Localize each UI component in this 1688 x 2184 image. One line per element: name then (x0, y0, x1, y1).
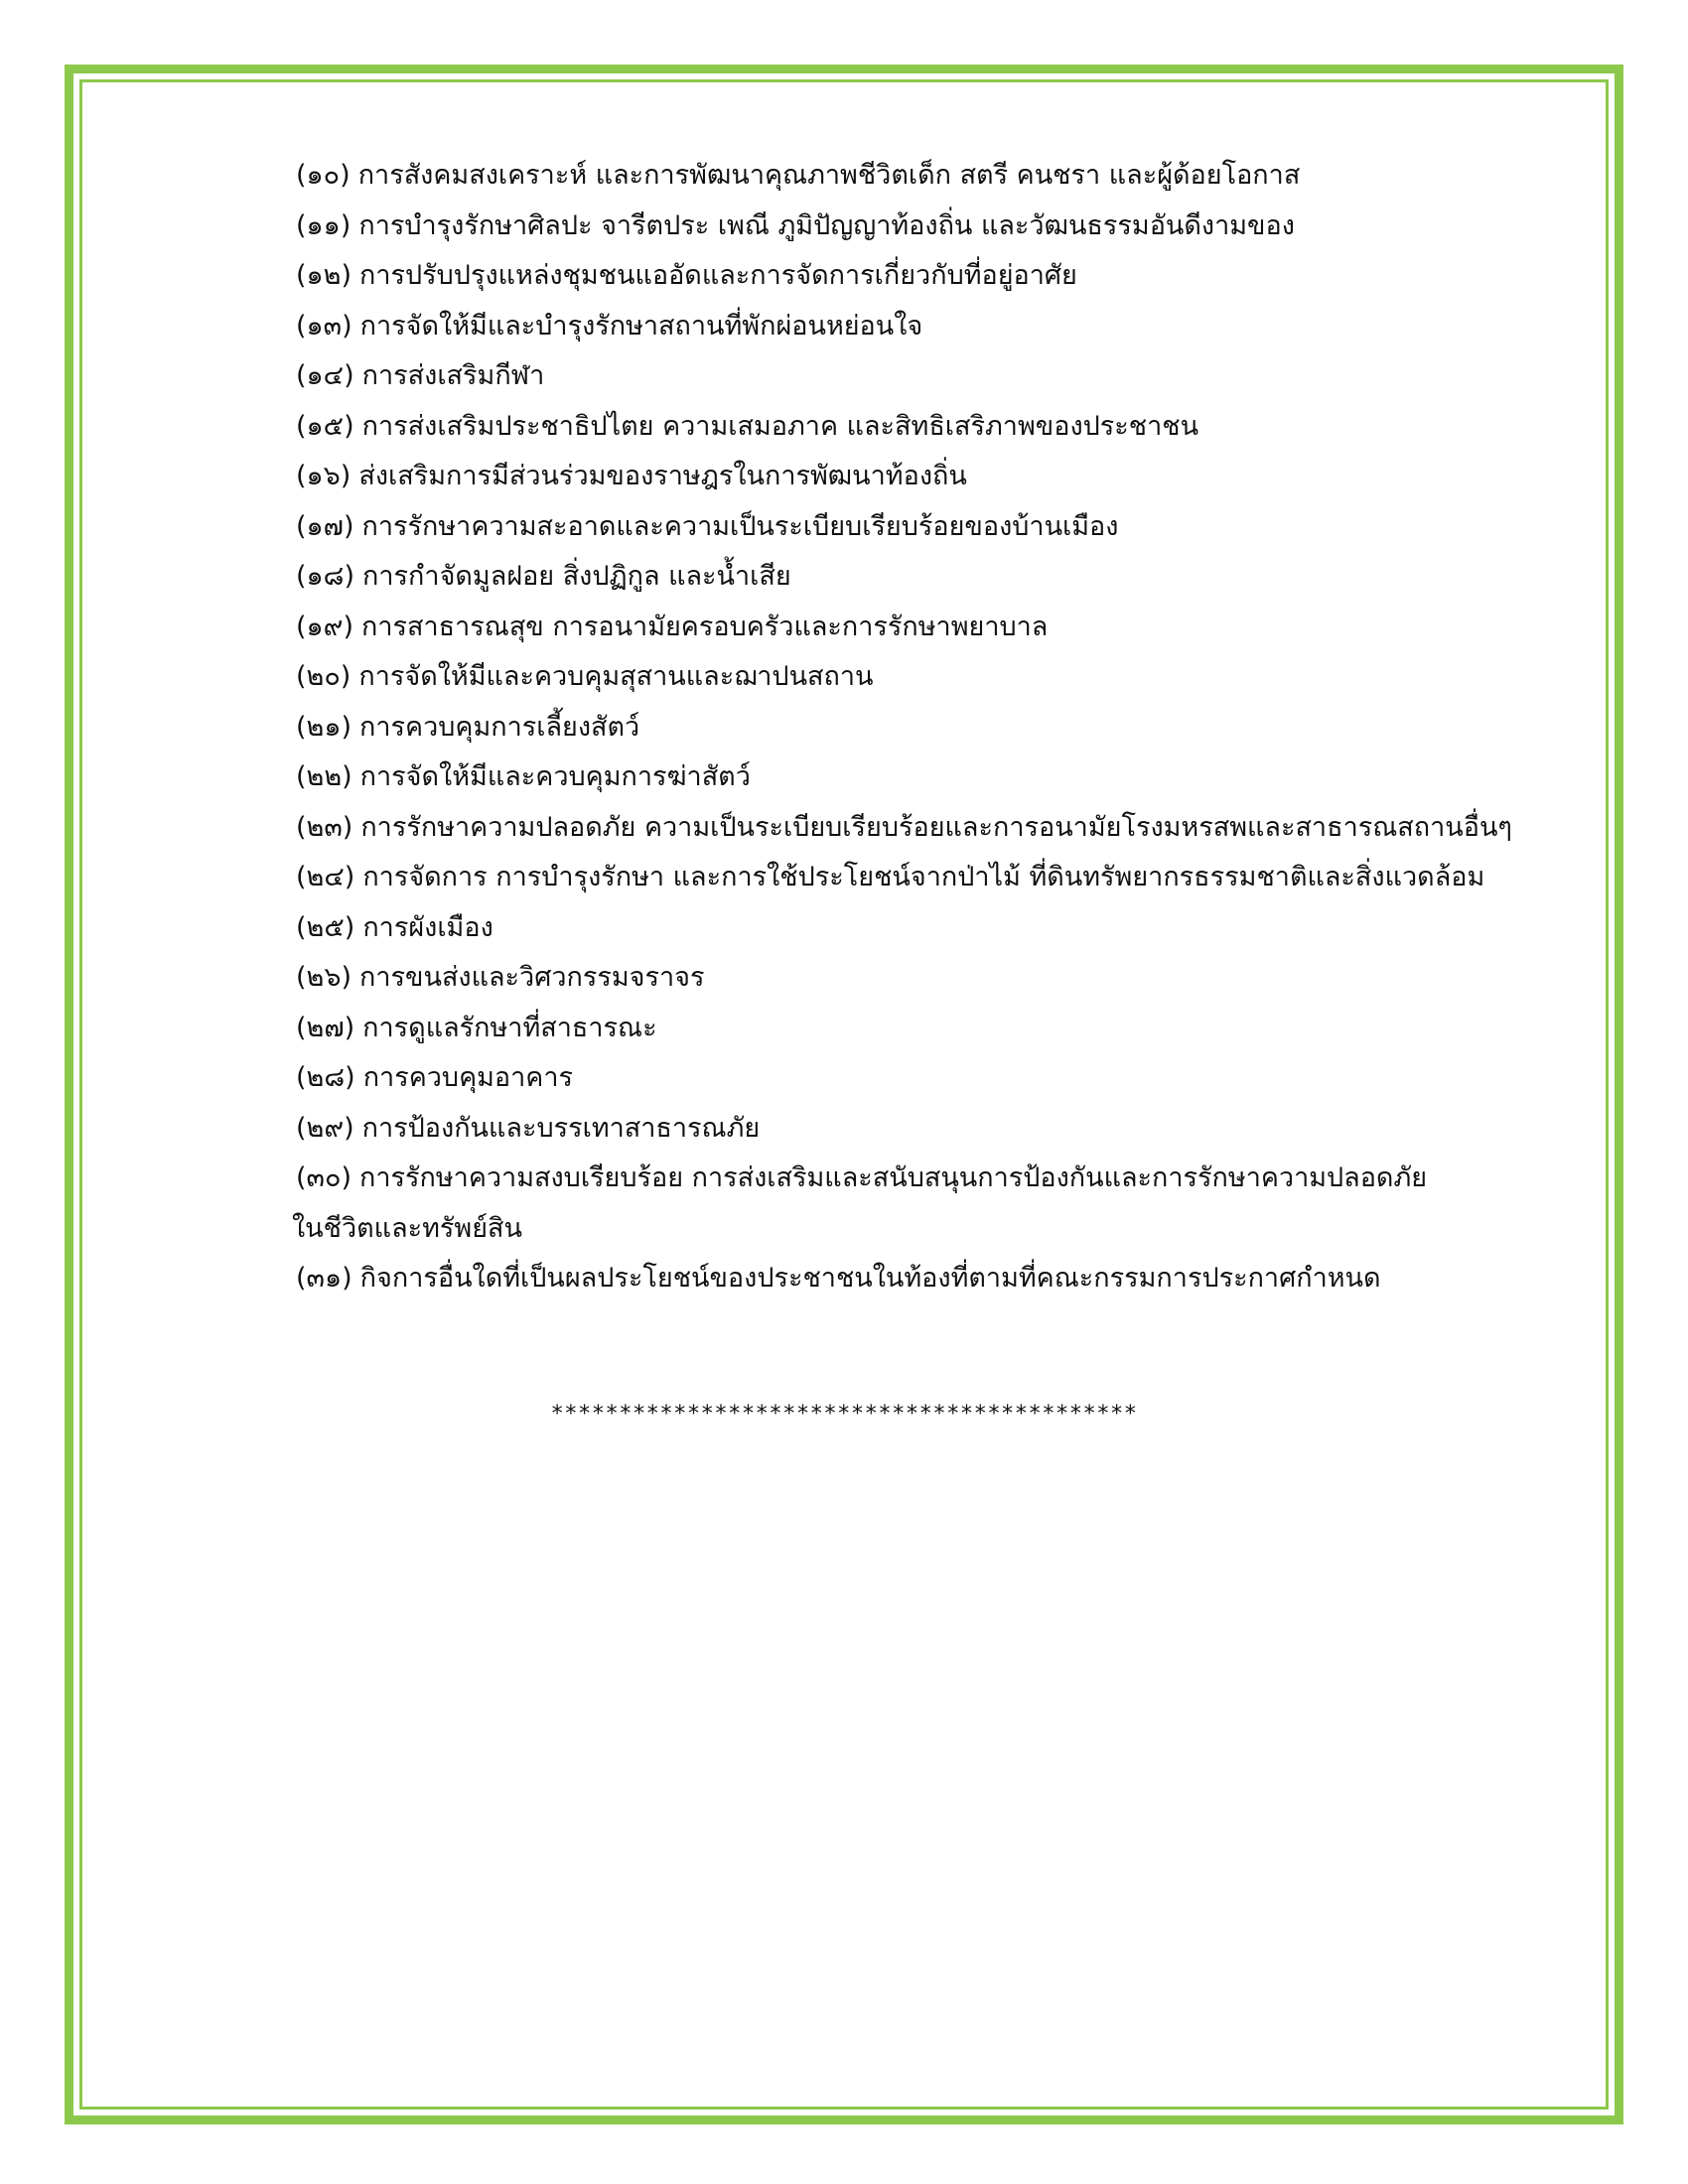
item-text: การควบคุมการเลี้ยงสัตว์ (359, 711, 640, 743)
list-item (296, 1154, 1577, 1204)
item-text: การควบคุมอาคาร (362, 1062, 574, 1093)
list-item (296, 502, 1577, 553)
list-item (296, 853, 1577, 903)
item-number: (๑๗) (296, 510, 354, 542)
item-text: การรักษาความปลอดภัย ความเป็นระเบียบเรียบร้อยและการอนามัยโรงมหรสพและสาธารณสถานอื่นๆ (360, 811, 1512, 843)
item-text: การปรับปรุงแหล่งชุมชนแออัดและการจัดการเกี่ยวกับที่อยู่อาศัย (359, 260, 1077, 291)
item-text: ส่งเสริมการมีส่วนร่วมของราษฎรในการพัฒนาท้องถิ่น (358, 461, 967, 491)
list-item (296, 803, 1577, 854)
item-text: การผังเมือง (362, 911, 493, 943)
item-text: กิจการอื่นใดที่เป็นผลประโยชน์ของประชาชนในท้องที่ตามที่คณะกรรมการประกาศกำหนด (359, 1263, 1381, 1294)
item-number: (๑๘) (296, 561, 355, 592)
item-number: (๑๐) (296, 160, 351, 191)
list-item (296, 652, 1577, 703)
item-number: (๒๖) (296, 962, 352, 993)
item-number: (๑๓) (296, 310, 352, 341)
item-number: (๒๕) (296, 911, 355, 943)
list-item-continuation (292, 1204, 1577, 1255)
item-number: (๓๑) (296, 1263, 352, 1294)
item-text: การจัดการ การบำรุงรักษา และการใช้ประโยชน์จากป่าไม้ ที่ดินทรัพยากรธรรมชาติและสิ่งแวดล้อม (362, 862, 1485, 892)
item-text: การป้องกันและบรรเทาสาธารณภัย (361, 1112, 761, 1144)
item-number: (๒๐) (296, 661, 352, 692)
list-item (296, 302, 1577, 352)
item-text: การกำจัดมูลฝอย สิ่งปฏิกูล และน้ำเสีย (362, 561, 791, 592)
item-text: การดูแลรักษาที่สาธารณะ (362, 1012, 657, 1043)
list-item (296, 202, 1577, 252)
list-item (296, 752, 1577, 803)
list-item (296, 1004, 1577, 1054)
document-body (292, 151, 1577, 1304)
list-item (296, 1104, 1577, 1155)
item-text: การรักษาความสะอาดและความเป็นระเบียบเรียบร้อยของบ้านเมือง (361, 510, 1119, 542)
item-text: การส่งเสริมกีฬา (361, 360, 545, 391)
list-item (296, 552, 1577, 603)
item-text: การจัดให้มีและควบคุมสุสานและฌาปนสถาน (358, 661, 874, 692)
item-number: (๒๗) (296, 1012, 355, 1043)
list-item (296, 351, 1577, 402)
item-text: การรักษาความสงบเรียบร้อย การส่งเสริมและสนับสนุนการป้องกันและการรักษาความปลอดภัย (359, 1162, 1428, 1193)
list-item (296, 603, 1577, 653)
item-text: การขนส่งและวิศวกรรมจราจร (359, 962, 705, 993)
item-number: (๒๑) (296, 711, 352, 743)
item-text: การสาธารณสุข การอนามัยครอบครัวและการรักษาพยาบาล (360, 611, 1049, 642)
item-text: การบำรุงรักษาศิลปะ จารีตประ เพณี ภูมิปัญญาท้องถิ่น และวัฒนธรรมอันดีงามของ (358, 209, 1295, 241)
item-number: (๑๔) (296, 360, 354, 391)
item-number: (๒๔) (296, 862, 355, 892)
list-item (296, 703, 1577, 753)
list-item (296, 903, 1577, 954)
item-number: (๑๙) (296, 611, 353, 642)
list-item (296, 251, 1577, 302)
list-item (296, 402, 1577, 453)
list-item (296, 953, 1577, 1004)
item-text: การส่งเสริมประชาธิปไตย ความเสมอภาค และสิทธิเสริภาพของประชาชน (361, 410, 1199, 442)
item-number: (๒๙) (296, 1112, 354, 1144)
item-number: (๒๘) (296, 1062, 355, 1093)
item-text: การจัดให้มีและควบคุมการฆ่าสัตว์ (359, 761, 751, 792)
list-item (296, 1053, 1577, 1104)
list-item (296, 452, 1577, 502)
item-text-continuation: ในชีวิตและทรัพย์สิน (292, 1212, 522, 1244)
list-item (296, 1254, 1577, 1304)
item-text: การจัดให้มีและบำรุงรักษาสถานที่พักผ่อนหย่อนใจ (359, 310, 923, 341)
item-text: การสังคมสงเคราะห์ และการพัฒนาคุณภาพชีวิตเด็ก สตรี คนชรา และผู้ด้อยโอกาส (357, 160, 1301, 191)
item-number: (๒๓) (296, 811, 353, 843)
section-divider: ******************************************* (550, 1402, 1138, 1427)
item-number: (๑๕) (296, 410, 354, 442)
item-number: (๑๖) (296, 461, 352, 491)
item-number: (๑๒) (296, 260, 352, 291)
item-number: (๑๑) (296, 209, 352, 241)
item-number: (๒๒) (296, 761, 352, 792)
list-item (296, 151, 1577, 202)
item-number: (๓๐) (296, 1162, 352, 1193)
